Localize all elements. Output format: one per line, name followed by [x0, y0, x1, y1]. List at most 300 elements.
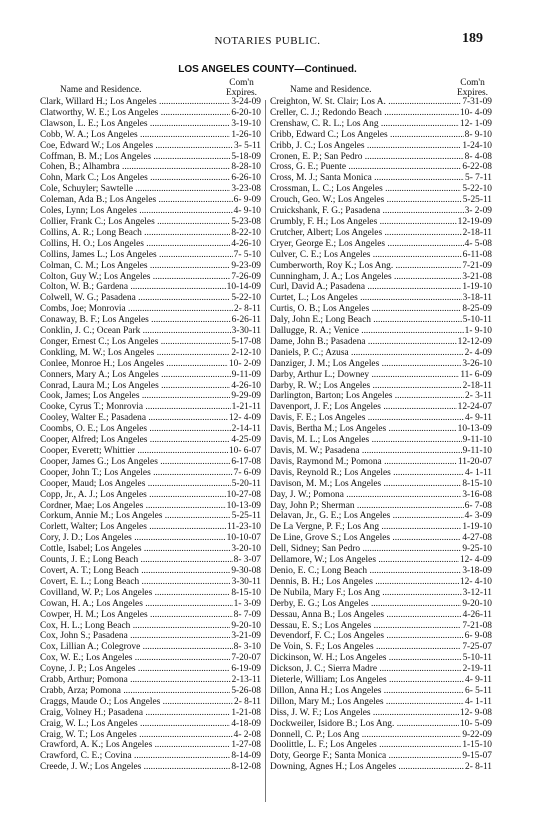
notary-name-residence: Crabb, Arza; Pomona ..... — [40, 686, 230, 697]
commission-expiry-date: 9-11-09 — [231, 369, 261, 380]
commission-expiry-date: 7-21-09 — [462, 260, 492, 271]
notary-name-residence: Cooke, Cyrus T.; Monrovia ..... — [40, 402, 231, 413]
notary-name-residence: Cobb, W. A.; Los Angeles ..... — [40, 130, 230, 141]
notary-name-residence: Danziger, J. M.; Los Angeles ..... — [270, 359, 461, 370]
notary-entry — [270, 304, 492, 315]
commission-expiry-date: 2- 4-09 — [464, 347, 492, 358]
notary-name-residence: Daly, John E.; Long Beach ..... — [270, 315, 462, 326]
notary-entry — [270, 719, 492, 730]
notary-entry — [270, 446, 492, 457]
commission-expiry-date: 4- 9-11 — [465, 413, 492, 424]
notary-entry — [40, 119, 261, 130]
commission-expiry-date: 1-19-10 — [462, 282, 492, 293]
notary-entry — [40, 424, 261, 435]
commission-expiry-date: 5-25-11 — [462, 195, 492, 206]
notary-name-residence: Cox, Lillian A.; Colegrove ..... — [40, 642, 233, 653]
commission-expiry-date: 11-20-07 — [457, 456, 492, 467]
notary-name-residence: Cross, M. J.; Santa Monica ..... — [270, 173, 464, 184]
notary-entry — [40, 599, 261, 610]
notary-name-residence: Davis, M. W.; Pasadena ..... — [270, 446, 462, 457]
notary-name-residence: Dessau, Anna B.; Los Angeles ..... — [270, 610, 462, 621]
notary-name-residence: Colton, Guy W.; Los Angeles ..... — [40, 272, 230, 283]
notary-name-residence: Cohen, B.; Alhambra ..... — [40, 162, 230, 173]
notary-name-residence: Crawford, A. K.; Los Angeles ..... — [40, 740, 230, 751]
notary-entry — [270, 642, 492, 653]
notary-entry — [40, 173, 261, 184]
name-residence-label: Name and Residence. — [290, 85, 372, 95]
commission-expiry-date: 4-26-11 — [462, 609, 492, 620]
commission-expiry-date: 6- 9-09 — [233, 195, 261, 206]
notary-name-residence: Crouch, Geo. W.; Los Angeles ..... — [270, 195, 462, 206]
notary-entry — [40, 184, 261, 195]
notary-name-residence: Colton, W. B.; Gardena ..... — [40, 282, 226, 293]
notary-entry — [270, 261, 492, 272]
notary-entry — [270, 141, 492, 152]
notary-name-residence: Craggs, Maude O.; Los Angeles ..... — [40, 697, 233, 708]
page-header-title: NOTARIES PUBLIC. — [214, 35, 321, 47]
notary-entry — [40, 282, 261, 293]
notary-name-residence: Collins, H. O.; Los Angeles ..... — [40, 239, 230, 250]
column-divider — [265, 100, 266, 802]
notary-name-residence: Dickinson, W. H.; Los Angeles ..... — [270, 653, 462, 664]
commission-expiry-date: 8-28-10 — [231, 162, 261, 173]
notary-name-residence: Creller, C. J.; Redondo Beach ..... — [270, 108, 459, 119]
notary-entry — [40, 108, 261, 119]
notary-entry — [270, 675, 492, 686]
right-column — [270, 76, 492, 773]
notary-entry — [40, 152, 261, 163]
commission-expiry-date: 5-23-08 — [231, 216, 261, 227]
commission-expiry-date: 9-22-09 — [462, 729, 492, 740]
notary-entry — [40, 468, 261, 479]
notary-name-residence: Cowan, H. A.; Los Angeles ..... — [40, 599, 233, 610]
notary-entry — [270, 217, 492, 228]
notary-entry — [40, 261, 261, 272]
notary-entry — [270, 566, 492, 577]
notary-entry — [270, 522, 492, 533]
commission-expiry-date: 5-22-10 — [462, 184, 492, 195]
notary-name-residence: Crumbly, F. H.; Los Angeles ..... — [270, 217, 457, 228]
notary-entry — [270, 610, 492, 621]
notary-entry — [270, 272, 492, 283]
commission-expiry-date: 5-10-11 — [462, 315, 492, 326]
commission-expiry-date: 4- 3-09 — [464, 511, 492, 522]
notary-name-residence: Coles, Lynn; Los Angeles ..... — [40, 206, 233, 217]
notary-entry — [270, 686, 492, 697]
notary-entry — [40, 697, 261, 708]
notary-entry — [40, 228, 261, 239]
notary-entry — [40, 141, 261, 152]
notary-entry — [270, 697, 492, 708]
notary-entry — [40, 544, 261, 555]
section-title: LOS ANGELES COUNTY—Continued. — [178, 64, 357, 75]
notary-name-residence: Davis, Reynold R.; Los Angeles ..... — [270, 468, 464, 479]
commission-expiry-date: 4- 2-08 — [233, 729, 261, 740]
notary-entry — [270, 621, 492, 632]
commission-expiry-date: 9-20-10 — [231, 620, 261, 631]
notary-entry — [40, 566, 261, 577]
commission-expiry-date: 5- 7-11 — [465, 173, 492, 184]
notary-entry — [270, 293, 492, 304]
commission-expiry-date: 12-12-09 — [457, 336, 492, 347]
notary-name-residence: Donnell, C. P.; Los Ang ..... — [270, 730, 461, 741]
notary-name-residence: Davis, Raymond M.; Pomona ..... — [270, 457, 457, 468]
notary-name-residence: Clatworthy, W. E.; Los Angeles ..... — [40, 108, 230, 119]
notary-entry — [40, 413, 261, 424]
commission-expiry-date: 8-15-10 — [231, 587, 261, 598]
commission-expiry-date: 12- 9-08 — [459, 707, 492, 718]
notary-name-residence: Cox, W. E.; Los Angeles ..... — [40, 653, 230, 664]
commission-expiry-date: 10- 2-09 — [228, 358, 261, 369]
notary-entry — [270, 631, 492, 642]
notary-name-residence: Creighton, W. St. Clair; Los A. ..... — [270, 97, 461, 108]
commission-expiry-date: 9-29-09 — [231, 391, 261, 402]
commission-expiry-date: 7-31-09 — [462, 97, 492, 107]
commission-expiry-date: 5-10-11 — [462, 653, 492, 664]
commission-expiry-date: 3-24-09 — [231, 97, 261, 107]
notary-name-residence: Dessau, E. S.; Los Angeles ..... — [270, 621, 461, 632]
notary-name-residence: Doty, George F.; Santa Monica ..... — [270, 751, 461, 762]
notary-name-residence: Cribb, J. C.; Los Angeles ..... — [270, 141, 461, 152]
commission-expiry-date: 9-20-10 — [462, 598, 492, 609]
notary-entry — [270, 664, 492, 675]
commission-expiry-date: 8-12-08 — [231, 762, 261, 773]
notary-entry — [40, 239, 261, 250]
commission-expiry-date: 4-25-09 — [231, 435, 261, 446]
notary-name-residence: Cooper, Maud; Los Angeles ..... — [40, 479, 231, 490]
notary-name-residence: Colwell, W. G.; Pasadena ..... — [40, 293, 230, 304]
name-residence-label: Name and Residence. — [60, 85, 142, 95]
commission-expiry-date: 2- 3-11 — [465, 391, 492, 402]
commission-expiry-date: 1-15-10 — [462, 740, 492, 751]
notary-name-residence: Collier, Frank C.; Los Angeles ..... — [40, 217, 230, 228]
notary-entry — [270, 479, 492, 490]
commission-expiry-date: 11-23-10 — [226, 522, 261, 533]
commission-expiry-date: 9-25-10 — [462, 544, 492, 555]
notary-name-residence: Curtis, O. B.; Los Angeles ..... — [270, 304, 461, 315]
notary-name-residence: Crabb, Arthur; Pomona ..... — [40, 675, 231, 686]
commission-expiry-date: 3-18-11 — [462, 293, 492, 304]
commission-expiry-date: 8- 9-10 — [464, 129, 492, 140]
notary-name-residence: Collins, A. R.; Long Beach ..... — [40, 228, 230, 239]
notary-entry — [40, 555, 261, 566]
notary-entry — [270, 577, 492, 588]
notary-name-residence: Cole, Schuyler; Sawtelle ..... — [40, 184, 230, 195]
notary-name-residence: Cribb, Edward C.; Los Angeles ..... — [270, 130, 464, 141]
notary-name-residence: Cox, H. L.; Long Beach ..... — [40, 621, 230, 632]
commission-expiry-date: 1-26-10 — [231, 129, 261, 140]
notary-entry — [270, 468, 492, 479]
notary-entry — [270, 599, 492, 610]
notary-name-residence: Conaway, B. F.; Los Angeles ..... — [40, 315, 231, 326]
notary-entry — [270, 152, 492, 163]
notary-entry — [40, 511, 261, 522]
commission-expiry-date: 10-27-08 — [226, 489, 261, 500]
notary-entry — [40, 217, 261, 228]
notary-entry — [40, 272, 261, 283]
notary-entry — [270, 391, 492, 402]
notary-entry — [40, 250, 261, 261]
notary-entry — [270, 184, 492, 195]
notary-name-residence: Dockweiler, Isidore B.; Los Ang. ..... — [270, 719, 459, 730]
notary-name-residence: Cryer, George E.; Los Angeles ..... — [270, 239, 464, 250]
notary-entry — [40, 708, 261, 719]
commission-expiry-date: 5-18-09 — [231, 151, 261, 162]
notary-entry — [270, 250, 492, 261]
notary-name-residence: Dickson, J. C.; Sierra Madre ..... — [270, 664, 462, 675]
commission-expiry-date: 3- 5-11 — [234, 140, 261, 151]
commission-expiry-date: 3-20-10 — [231, 544, 261, 555]
notary-name-residence: Crawford, C. E.; Covina ..... — [40, 751, 230, 762]
left-column-header — [40, 76, 261, 97]
notary-entry — [40, 664, 261, 675]
notary-entry — [40, 588, 261, 599]
notary-name-residence: Culver, C. E.; Los Angeles ..... — [270, 250, 462, 261]
notary-entry — [270, 228, 492, 239]
commission-expiry-date: 2-14-11 — [231, 424, 261, 435]
commission-expiry-date: 6-17-08 — [231, 456, 261, 467]
notary-entry — [40, 653, 261, 664]
commission-expiry-date: 2- 8-11 — [234, 304, 261, 315]
notary-name-residence: Craig, W. T.; Los Angeles ..... — [40, 730, 233, 741]
commission-expiry-date: 7-20-07 — [231, 653, 261, 664]
notary-entry — [270, 370, 492, 381]
commission-expiry-date: 6- 9-08 — [464, 631, 492, 642]
commission-expiry-date: 8-25-09 — [462, 304, 492, 315]
notary-name-residence: Cooper, Everett; Whittier ..... — [40, 446, 228, 457]
notary-name-residence: Day, J. W.; Pomona ..... — [270, 490, 461, 501]
commission-expiry-date: 12- 4-09 — [459, 555, 492, 566]
notary-name-residence: Cumberworth, Roy K.; Los Ang. ..... — [270, 261, 461, 272]
commission-expiry-date: 5-22-10 — [231, 293, 261, 304]
commission-expiry-date: 10- 5-09 — [459, 718, 492, 729]
commission-expiry-date: 8- 4-08 — [464, 151, 492, 162]
notary-name-residence: Devendorf, F. C.; Los Angeles ..... — [270, 631, 464, 642]
notary-entry — [40, 577, 261, 588]
notary-entry — [270, 762, 492, 773]
left-column — [40, 76, 261, 773]
notary-name-residence: Dennis, B. H.; Los Angeles ..... — [270, 577, 459, 588]
notary-name-residence: Day, John P.; Sherman ..... — [270, 501, 464, 512]
commission-expiry-date: 7-21-08 — [462, 620, 492, 631]
notary-entry — [40, 730, 261, 741]
notary-entry — [270, 348, 492, 359]
commission-expiry-date: 4- 1-11 — [465, 467, 492, 478]
notary-name-residence: Conners, Mary A.; Los Angeles ..... — [40, 370, 231, 381]
commission-expiry-date: 1-27-08 — [231, 740, 261, 751]
notary-entry — [270, 457, 492, 468]
commission-expiry-date: 10-10-07 — [226, 533, 261, 544]
notary-name-residence: Davis, F. E.; Los Angeles ..... — [270, 413, 464, 424]
commission-expiry-date: 12- 4-09 — [228, 413, 261, 424]
notary-name-residence: Cunningham, J. A.; Los Angeles ..... — [270, 272, 461, 283]
commission-expiry-date: 12- 4-10 — [459, 576, 492, 587]
commission-expiry-date: 1- 9-10 — [464, 326, 492, 337]
commission-expiry-date: 3-12-11 — [462, 587, 492, 598]
commission-expiry-date: 8-15-10 — [462, 478, 492, 489]
notary-entry — [40, 675, 261, 686]
commission-expiry-date: 7-25-07 — [462, 642, 492, 653]
notary-entry — [270, 130, 492, 141]
commission-expiry-date: 1- 3-09 — [233, 598, 261, 609]
notary-entry — [270, 173, 492, 184]
notary-name-residence: Combs, Joe; Monrovia ..... — [40, 304, 233, 315]
commission-expiry-date: 1-21-08 — [231, 707, 261, 718]
notary-entry — [40, 610, 261, 621]
notary-entry — [270, 751, 492, 762]
commission-expiry-date: 10- 4-09 — [459, 107, 492, 118]
commission-expiry-date: 8- 7-09 — [233, 609, 261, 620]
commission-expiry-date: 6-22-08 — [462, 162, 492, 173]
notary-entry — [270, 708, 492, 719]
notary-entry — [40, 97, 261, 108]
notary-name-residence: Cohn, Mark C.; Los Angeles ..... — [40, 173, 230, 184]
notary-name-residence: Creede, J. W.; Los Angeles ..... — [40, 762, 230, 773]
commission-expiry-date: 1-19-10 — [462, 522, 492, 533]
notary-entry — [40, 501, 261, 512]
commission-expiry-date: 3-21-08 — [462, 271, 492, 282]
notary-name-residence: Cooper, James G.; Los Angeles ..... — [40, 457, 230, 468]
notary-entry — [40, 195, 261, 206]
notary-name-residence: Coffman, B. M.; Los Angeles ..... — [40, 152, 230, 163]
notary-entry — [40, 533, 261, 544]
commission-expiry-date: 3-26-10 — [462, 358, 492, 369]
commission-expiry-date: 4-26-10 — [231, 380, 261, 391]
notary-name-residence: Crossman, L. C.; Los Angeles ..... — [270, 184, 461, 195]
notary-name-residence: Darlington, Barton; Los Angeles ..... — [270, 391, 464, 402]
notary-name-residence: Cory, J. D.; Los Angeles ..... — [40, 533, 226, 544]
commission-expiry-date: 8-14-09 — [231, 751, 261, 762]
notary-entry — [270, 588, 492, 599]
notary-name-residence: Cordner, Mae; Los Angeles ..... — [40, 501, 226, 512]
notary-name-residence: Corlett, Walter; Los Angeles ..... — [40, 522, 226, 533]
commission-expiry-date: 4-18-09 — [231, 718, 261, 729]
notary-name-residence: Dillon, Mary M.; Los Angeles ..... — [270, 697, 464, 708]
notary-entry — [40, 631, 261, 642]
notary-entry — [40, 359, 261, 370]
notary-name-residence: Curtet, L.; Los Angeles ..... — [270, 293, 462, 304]
commission-expiry-date: 6- 7-08 — [464, 500, 492, 511]
notary-name-residence: De Line, Grove S.; Los Angeles ..... — [270, 533, 461, 544]
notary-name-residence: Conkling, M. W.; Los Angeles ..... — [40, 348, 230, 359]
notary-entry — [40, 370, 261, 381]
notary-name-residence: Cronen, E. P.; San Pedro ..... — [270, 152, 464, 163]
notary-name-residence: Cruickshank, F. G.; Pasadena ..... — [270, 206, 464, 217]
notary-entry — [270, 653, 492, 664]
commission-expiry-date: 2- 8-11 — [234, 696, 261, 707]
commission-expiry-date: 3-30-11 — [231, 576, 261, 587]
notary-name-residence: Diss, J. W. F.; Los Angeles ..... — [270, 708, 459, 719]
notary-name-residence: Clawson, L. E.; Los Angeles ..... — [40, 119, 230, 130]
commission-expiry-date: 4- 1-11 — [465, 696, 492, 707]
notary-name-residence: Cooper, Alfred; Los Angeles ..... — [40, 435, 230, 446]
notary-entry — [40, 621, 261, 632]
commission-expiry-date: 4- 5-08 — [464, 238, 492, 249]
commission-expiry-date: 9-11-10 — [462, 446, 492, 456]
notary-entry — [270, 424, 492, 435]
commission-expiry-date: 12-24-07 — [457, 402, 492, 413]
notary-name-residence: Covilland, W. P.; Los Angeles ..... — [40, 588, 230, 599]
notary-entry — [40, 293, 261, 304]
commission-expiry-date: 12-19-09 — [457, 216, 492, 227]
commission-expiry-date: 7- 6-09 — [233, 467, 261, 478]
commission-expiry-date: 2-12-10 — [231, 347, 261, 358]
commission-expiry-date: 4-27-08 — [462, 533, 492, 544]
commission-expiry-date: 5-25-11 — [231, 511, 261, 522]
notary-name-residence: Collins, James L.; Los Angeles ..... — [40, 250, 233, 261]
commission-expiry-date: 9-11-10 — [462, 435, 492, 446]
notary-name-residence: Coyne, J. P.; Los Angeles ..... — [40, 664, 230, 675]
right-entry-list — [270, 97, 492, 773]
notary-name-residence: Cox, John S.; Pasadena ..... — [40, 631, 230, 642]
page-number: 189 — [462, 31, 483, 46]
notary-name-residence: Clark, Willard H.; Los Angeles ..... — [40, 97, 230, 108]
notary-name-residence: Dame, John B.; Pasadena ..... — [270, 337, 457, 348]
commission-expiry-date: 2-18-11 — [462, 380, 492, 391]
notary-name-residence: Daniels, P. C.; Azusa ..... — [270, 348, 464, 359]
notary-entry — [270, 740, 492, 751]
notary-name-residence: Craig, Volney H.; Pasadena ..... — [40, 708, 230, 719]
notary-name-residence: Counts, J. E.; Long Beach ..... — [40, 555, 233, 566]
notary-name-residence: Copp, Jr., A. J.; Los Angeles ..... — [40, 490, 226, 501]
commission-expiry-date: 2- 8-11 — [465, 762, 492, 773]
commission-expiry-date: 7-26-09 — [231, 271, 261, 282]
notary-entry — [40, 719, 261, 730]
commission-expiry-date: 9-23-09 — [231, 260, 261, 271]
notary-name-residence: Coe, Edward W.; Los Angeles ..... — [40, 141, 233, 152]
commission-expiry-date: 6-20-10 — [231, 107, 261, 118]
notary-entry — [40, 686, 261, 697]
notary-entry — [40, 315, 261, 326]
notary-entry — [40, 402, 261, 413]
notary-entry — [270, 402, 492, 413]
commission-expiry-date: 10- 6-07 — [228, 446, 261, 456]
notary-name-residence: De Voin, S. F.; Los Angeles ..... — [270, 642, 461, 653]
notary-name-residence: Dieterle, William; Los Angeles ..... — [270, 675, 464, 686]
notary-entry — [270, 359, 492, 370]
notary-entry — [270, 206, 492, 217]
commission-expiry-date: 3-23-08 — [231, 184, 261, 195]
notary-entry — [40, 522, 261, 533]
notary-name-residence: De La Vergne, P. F.; Los Ang ..... — [270, 522, 461, 533]
notary-entry — [40, 348, 261, 359]
left-entry-list — [40, 97, 261, 773]
commission-expiry-date: 9-15-07 — [462, 751, 492, 762]
commission-expiry-date: 3-18-09 — [462, 565, 492, 576]
notary-entry — [40, 490, 261, 501]
notary-entry — [40, 740, 261, 751]
commission-expiry-date: 3-21-09 — [231, 631, 261, 642]
notary-entry — [270, 97, 492, 108]
notary-name-residence: Crenshaw, C. R. L.; Los Ang ..... — [270, 119, 459, 130]
notary-entry — [40, 130, 261, 141]
notary-name-residence: Davis, Bertha M.; Los Angeles ..... — [270, 424, 457, 435]
notary-entry — [270, 533, 492, 544]
notary-entry — [270, 381, 492, 392]
commission-expiry-date: 3-30-11 — [231, 326, 261, 337]
commission-expiry-date: 6-26-11 — [231, 315, 261, 326]
notary-name-residence: Crutcher, Albert; Los Angeles ..... — [270, 228, 462, 239]
notary-name-residence: Conklin, J. C.; Ocean Park ..... — [40, 326, 231, 337]
notary-name-residence: Davis, M. L.; Los Angeles ..... — [270, 435, 462, 446]
notary-name-residence: Cook, James; Los Angeles ..... — [40, 391, 230, 402]
notary-entry — [270, 108, 492, 119]
commission-expiry-date: 10-14-09 — [226, 282, 261, 293]
notary-name-residence: Derby, E. G.; Los Angeles ..... — [270, 599, 461, 610]
notary-name-residence: Conrad, Laura M.; Los Angeles ..... — [40, 381, 230, 392]
commission-expiry-date: 6-19-09 — [231, 664, 261, 675]
commission-expiry-date: 3- 2-09 — [464, 206, 492, 217]
